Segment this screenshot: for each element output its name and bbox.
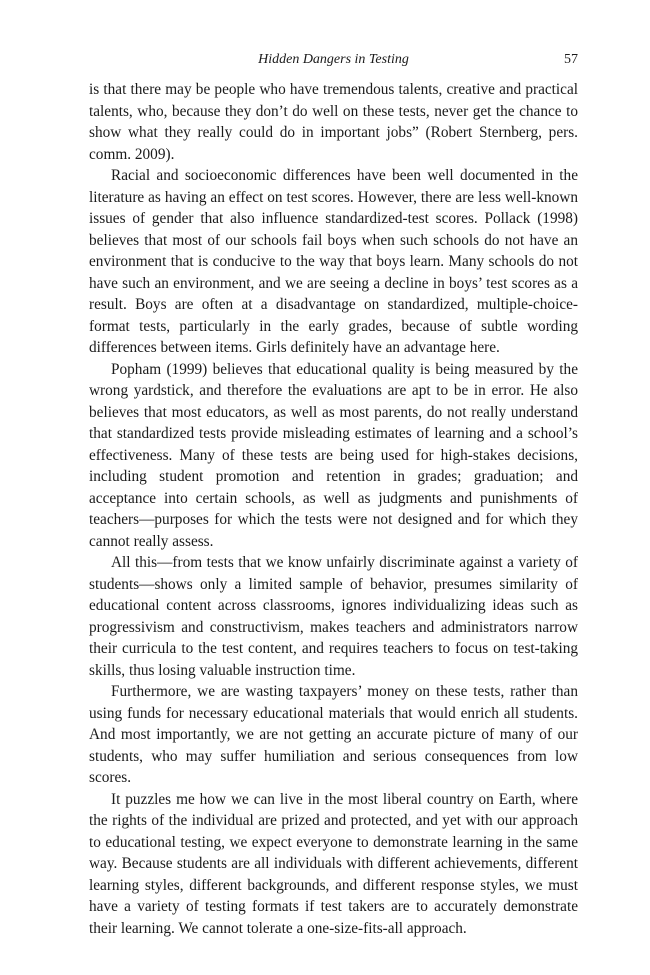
body-text xyxy=(89,79,578,939)
paragraph-continuation: is that there may be people who have tremendous talents, creative and practical talents, who, because they don’t do well on these tests, never get the chance to show what they really could do in important jobs” (Robert Sternberg, pers. comm. 2009). xyxy=(89,81,578,163)
page-number: 57 xyxy=(564,52,578,67)
running-header xyxy=(89,52,578,72)
paragraph-gender-differences: Racial and socioeconomic differences have been well documented in the literature as having an effect on test scores. However, there are less well-known issues of gender that also influence standardized-test scores. Pollack (1998) believes that most of our schools fail boys when such schools do not have an environment that is conducive to the way that boys learn. Many schools do not have such an environment, and we are seeing a decline in boys’ test scores as a result. Boys are often at a disadvantage on standardized, multiple-choice-format tests, particularly in the early grades, because of subtle wording differences between items. Girls definitely have an advantage here. xyxy=(89,167,578,356)
paragraph-conclusion: It puzzles me how we can live in the most liberal country on Earth, where the rights of the individual are prized and protected, and yet with our approach to educational testing, we expect everyone to demonstrate learning in the same way. Because students are all individuals with different achievements, different learning styles, different backgrounds, and different response styles, we must have a variety of testing formats if test takers are to accurately demonstrate their learning. We cannot tolerate a one-size-fits-all approach. xyxy=(89,790,578,937)
running-title: Hidden Dangers in Testing xyxy=(258,52,409,67)
paragraph-popham: Popham (1999) believes that educational quality is being measured by the wrong yardstick, and therefore the evaluations are apt to be in error. He also believes that most educators, as well as most parents, do not really understand that standardized tests provide misleading estimates of learning and a school’s effectiveness. Many of these tests are being used for high-stakes decisions, including student promotion and retention in grades; graduation; and acceptance into certain schools, as well as judgments and punishments of teachers—purposes for which the tests were not designed and for which they cannot really assess. xyxy=(89,360,578,550)
paragraph-taxpayers: Furthermore, we are wasting taxpayers’ money on these tests, rather than using funds for necessary educational materials that would enrich all students. And most importantly, we are not getting an accurate picture of many of our students, who may suffer humiliation and serious consequences from low scores. xyxy=(89,683,578,786)
paragraph-all-this: All this—from tests that we know unfairly discriminate against a variety of students—shows only a limited sample of behavior, presumes similarity of educational content across classrooms, ignores individualizing ideas such as progressivism and constructivism, makes teachers and administrators narrow their curricula to the test content, and requires teachers to focus on test-taking skills, thus losing valuable instruction time. xyxy=(89,554,578,679)
